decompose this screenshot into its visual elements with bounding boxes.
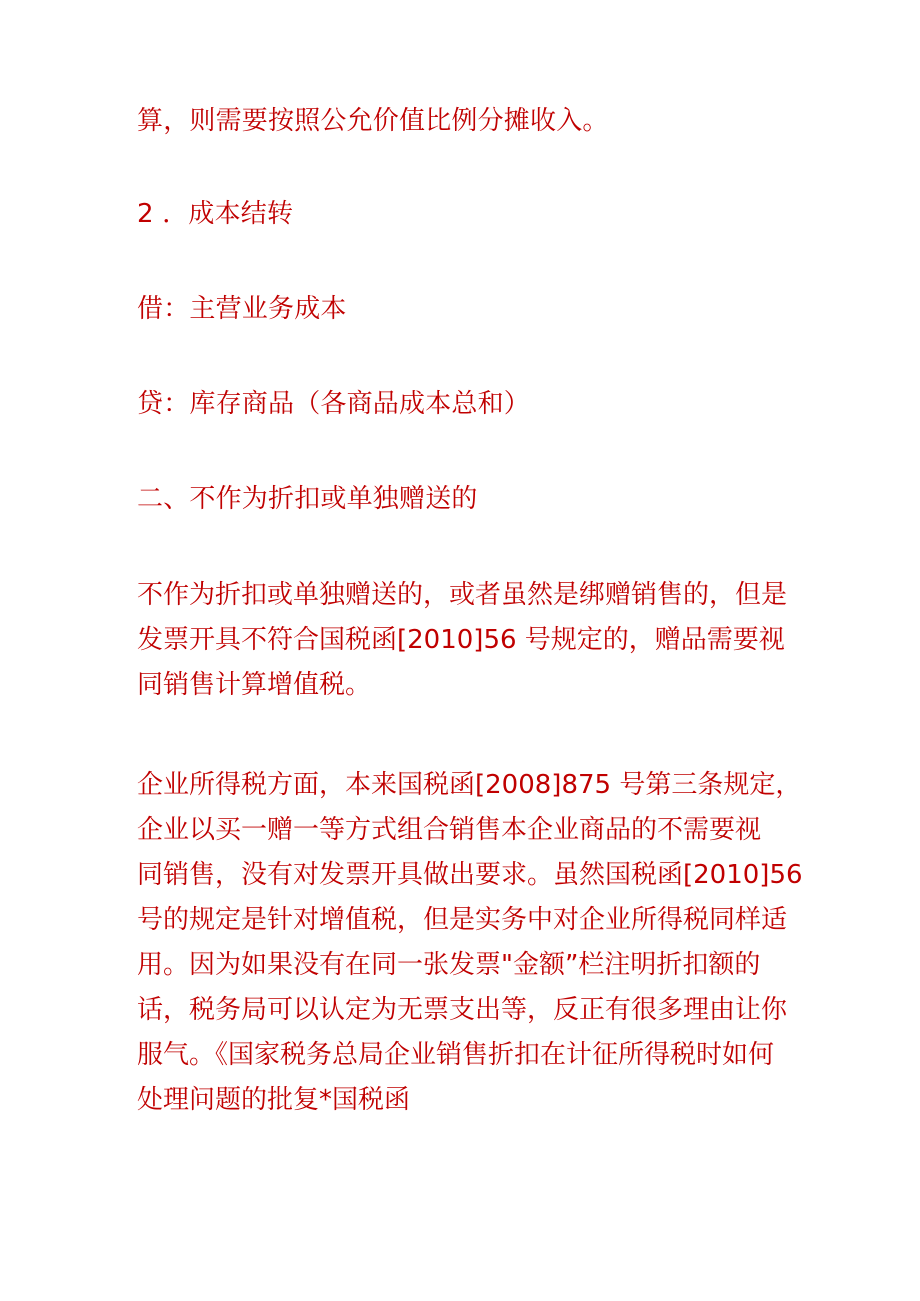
paragraph-line: 同销售，没有对发票开具做出要求。虽然国税函[2010]56 xyxy=(137,860,803,890)
paragraph-line: 号的规定是针对增值税，但是实务中对企业所得税同样适 xyxy=(137,905,788,935)
paragraph-line: 企业以买一赠一等方式组合销售本企业商品的不需要视 xyxy=(137,815,762,845)
paragraph-income-tax xyxy=(137,763,803,1123)
paragraph-line: 处理问题的批复*国税函 xyxy=(137,1085,411,1115)
paragraph-line: 发票开具不符合国税函[2010]56 号规定的，赠品需要视 xyxy=(137,625,785,655)
journal-entry-debit: 借：主营业务成本 xyxy=(137,294,347,324)
paragraph-line: 用。因为如果没有在同一张发票"金额”栏注明折扣额的 xyxy=(137,950,761,980)
paragraph-line: 不作为折扣或单独赠送的，或者虽然是绑赠销售的，但是 xyxy=(137,580,788,610)
paragraph-line: 服气。《国家税务总局企业销售折扣在计征所得税时如何 xyxy=(137,1040,775,1070)
subheading-cost-transfer: 2 ．成本结转 xyxy=(137,199,294,229)
paragraph-line: 话，税务局可以认定为无票支出等，反正有很多理由让你 xyxy=(137,995,788,1025)
paragraph-line: 企业所得税方面，本来国税函[2008]875 号第三条规定， xyxy=(137,770,802,800)
paragraph-line: 同销售计算增值税。 xyxy=(137,670,372,700)
paragraph-gift-vat xyxy=(137,573,797,708)
journal-entry-credit: 贷：库存商品（各商品成本总和） xyxy=(137,389,531,419)
section-heading: 二、不作为折扣或单独赠送的 xyxy=(137,484,478,514)
text-line: 算，则需要按照公允价值比例分摊收入。 xyxy=(137,106,609,136)
